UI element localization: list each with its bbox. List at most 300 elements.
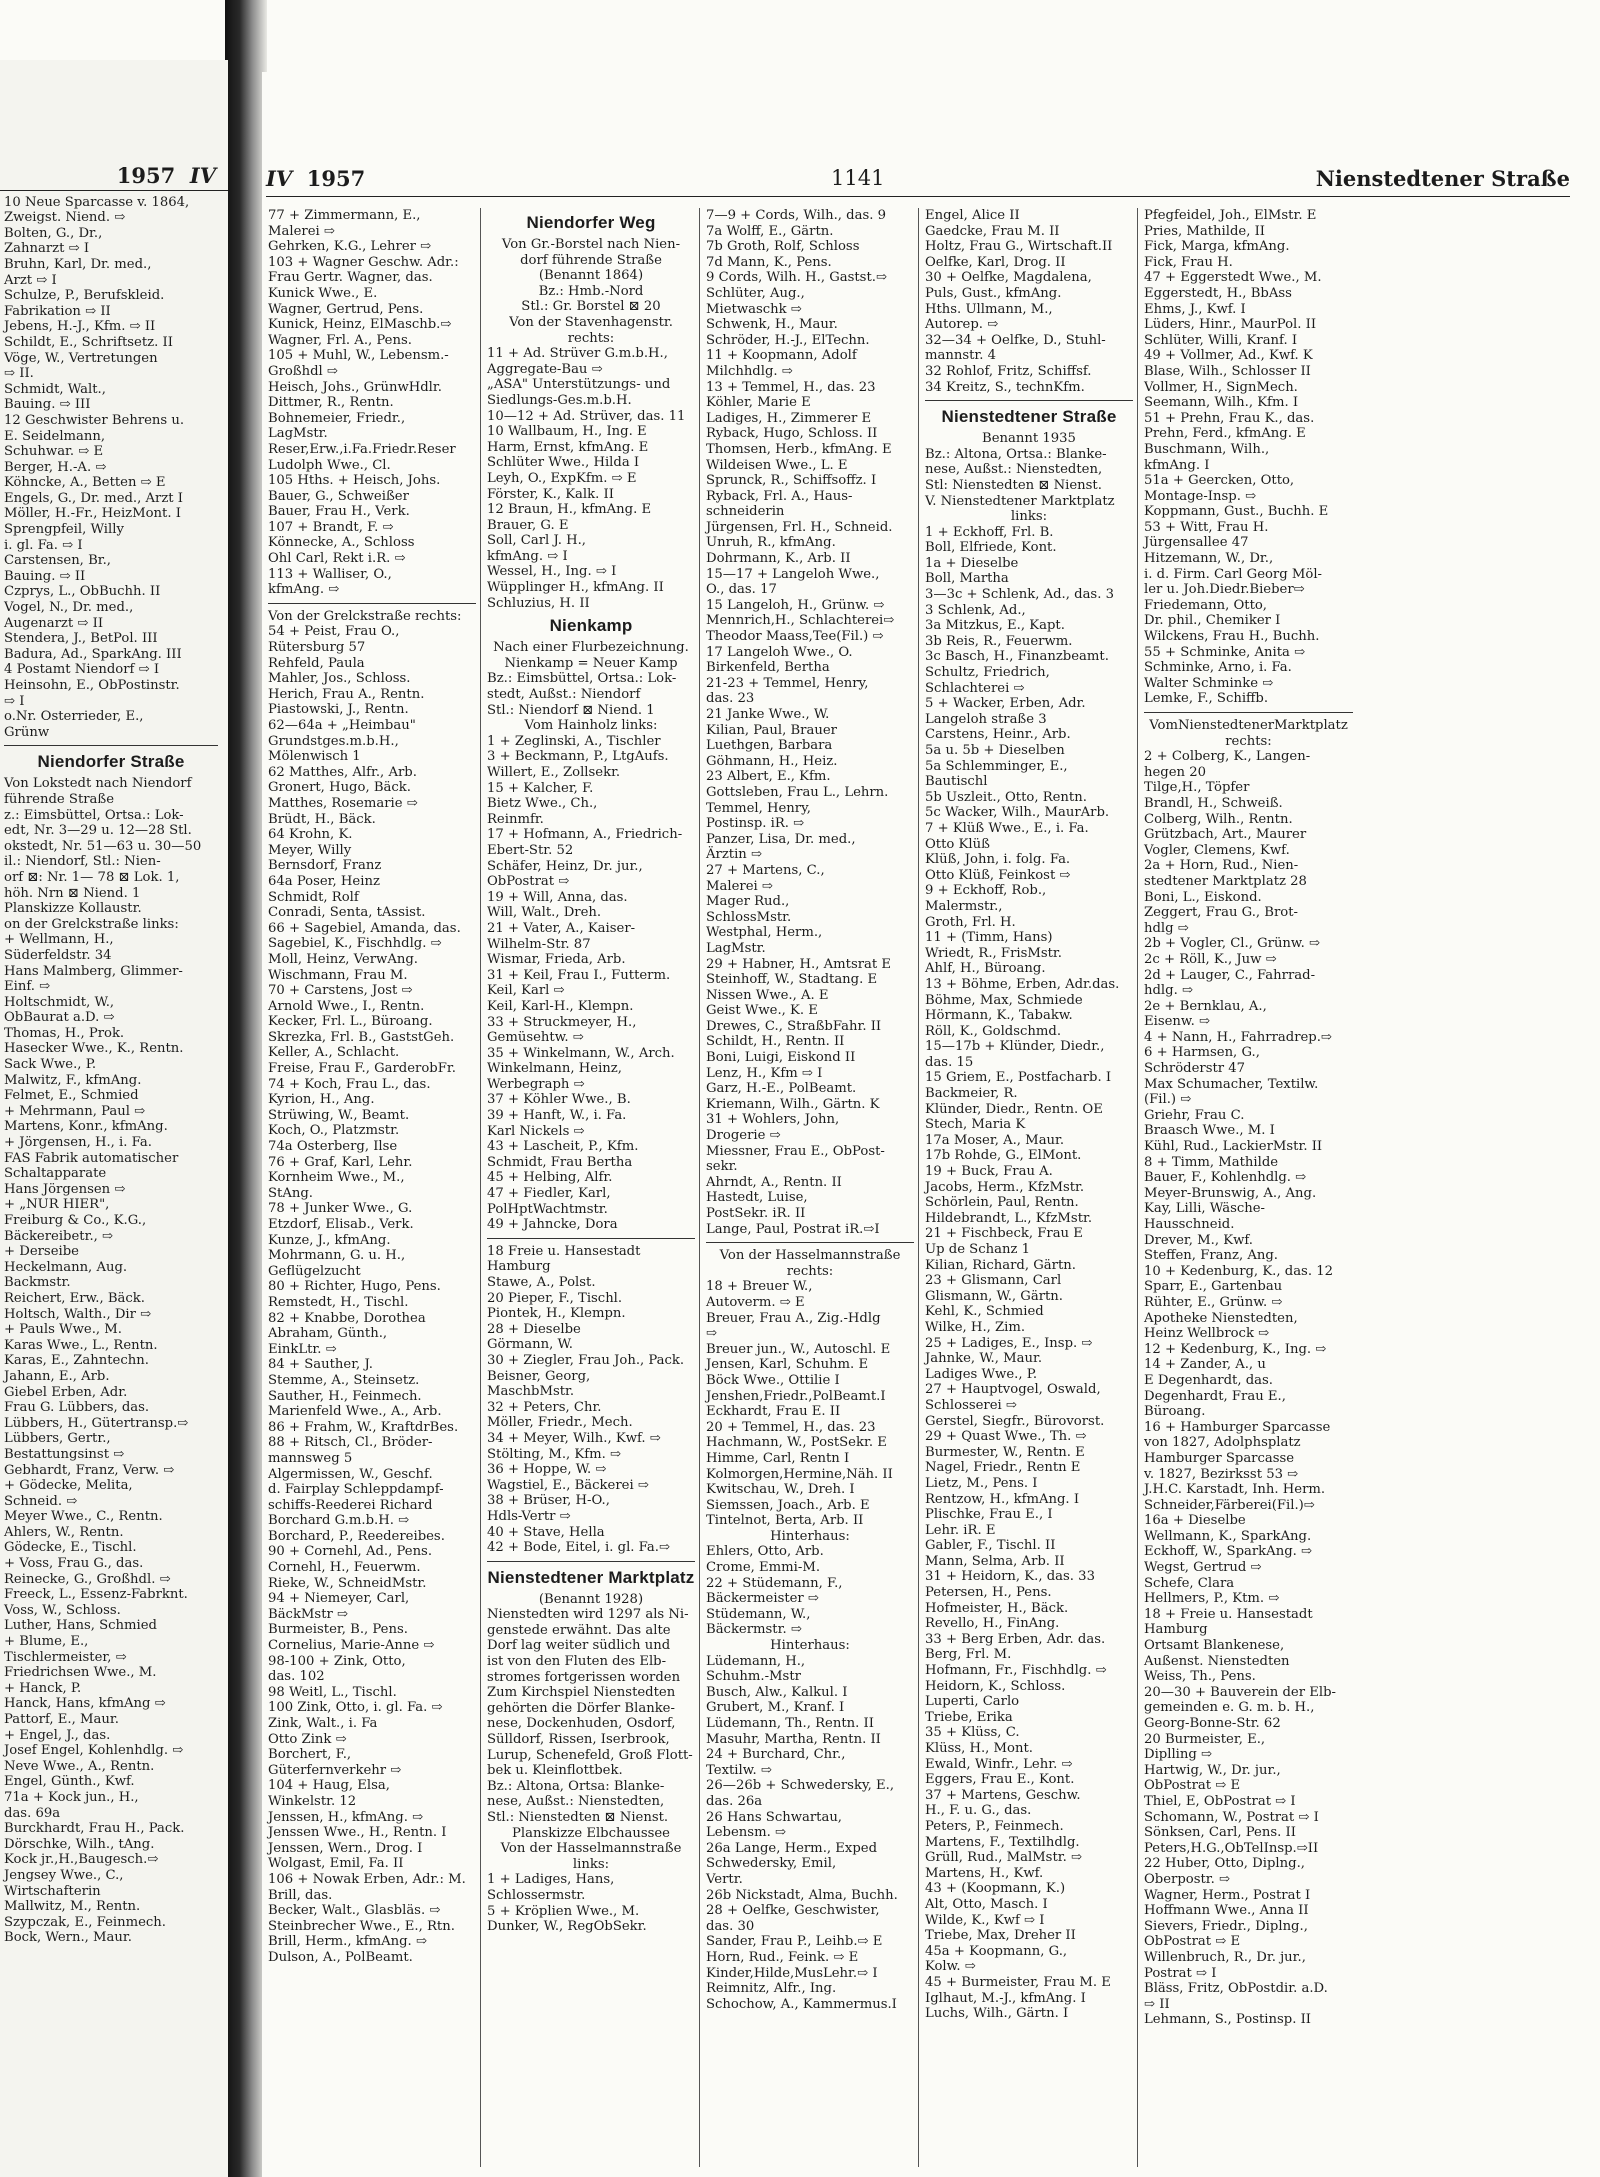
directory-entry: Gabler, F., Tischl. II: [925, 1538, 1056, 1554]
directory-entry: PostSekr. iR. II: [706, 1206, 806, 1221]
directory-entry: Fick, Frau H.: [1144, 254, 1233, 270]
directory-entry: das. 102: [268, 1669, 325, 1685]
directory-entry: 53 + Witt, Frau H.: [1144, 519, 1269, 535]
directory-entry: Klünder, Diedr., Rentn. OE: [925, 1101, 1103, 1117]
directory-entry: Carstens, Heinr., Arb.: [925, 727, 1071, 743]
directory-entry: höh. Nrn ⊠ Niend. 1: [4, 885, 141, 901]
directory-entry: Puls, Gust., kfmAng.: [925, 285, 1062, 301]
directory-entry: Kehl, K., Schmied: [925, 1304, 1044, 1320]
directory-entry: Schäfer, Heinz, Dr. jur.,: [487, 858, 643, 874]
directory-entry: Heisch, Johs., GrünwHdlr.: [268, 379, 442, 395]
directory-entry: Köhler, Marie E: [706, 395, 811, 411]
directory-entry: Iglhaut, M.-J., kfmAng. I: [925, 1990, 1086, 2006]
directory-entry: Steinbrecher Wwe., E., Rtn.: [268, 1918, 455, 1934]
directory-entry: Zeggert, Frau G., Brot-: [1144, 905, 1298, 921]
directory-entry: Theodor Maass,Tee(Fil.) ⇨: [706, 629, 884, 645]
directory-entry: Mager Rud.,: [706, 894, 790, 910]
left-page-header: [0, 60, 228, 191]
directory-entry: (Fil.) ⇨: [1144, 1092, 1192, 1108]
directory-entry: Bauer, Frau H., Verk.: [268, 504, 410, 520]
directory-entry: 76 + Graf, Karl, Lehr.: [268, 1154, 413, 1170]
directory-entry: Himme, Carl, Rentn I: [706, 1450, 850, 1466]
directory-entry: Walter Schminke ⇨: [1144, 675, 1274, 691]
directory-entry: Beisner, Georg,: [487, 1368, 591, 1384]
directory-entry: ObPostrat ⇨: [487, 874, 570, 890]
street-heading: Nienstedtener Straße: [941, 407, 1117, 427]
directory-entry: Stl.: Nienstedten ⊠ Nienst.: [487, 1810, 669, 1825]
directory-entry: Köhncke, A., Betten ⇨ E: [4, 475, 166, 491]
directory-entry: Jensen, Karl, Schuhm. E: [706, 1357, 869, 1373]
directory-entry: Hildebrandt, L., KfzMstr.: [925, 1210, 1093, 1226]
directory-entry: 12 Braun, H., kfmAng. E: [487, 502, 652, 518]
directory-entry: Becker, Walt., Glasbläs. ⇨: [268, 1903, 441, 1919]
directory-entry: Keil, Karl ⇨: [487, 983, 565, 999]
directory-entry: 32—34 + Oelfke, D., Stuhl-: [925, 332, 1106, 348]
directory-entry: Herich, Frau A., Rentn.: [268, 686, 425, 702]
directory-entry: Conradi, Senta, tAssist.: [268, 905, 426, 921]
directory-entry: Otto Zink ⇨: [268, 1731, 347, 1747]
left-page-column: [0, 195, 228, 1946]
directory-entry: Sauther, H., Feinmech.: [268, 1388, 422, 1404]
directory-entry: Klüss, H., Mont.: [925, 1741, 1033, 1756]
directory-entry: Holtsch, Walth., Dir ⇨: [4, 1306, 152, 1322]
directory-entry: 98 Weitl, L., Tischl.: [268, 1684, 397, 1700]
directory-entry: 54 + Peist, Frau O.,: [268, 624, 400, 640]
directory-entry: Kilian, Paul, Brauer: [706, 722, 837, 738]
directory-entry: Bernsdorf, Franz: [268, 858, 382, 874]
directory-entry: Vertr.: [706, 1871, 743, 1887]
directory-entry: Hofmann, Fr., Fischhdlg. ⇨: [925, 1663, 1107, 1679]
directory-entry: schiffs-Reederei Richard: [268, 1497, 433, 1513]
directory-entry: Schmidt, Rolf: [268, 889, 359, 905]
directory-entry: Kecker, Frl. L., Büroang.: [268, 1014, 433, 1030]
directory-entry: Brandl, H., Schweiß.: [1144, 795, 1283, 811]
directory-entry: Wüpplinger H., kfmAng. II: [487, 580, 664, 596]
street-note: links:: [1010, 509, 1048, 525]
directory-entry: Geist Wwe., K. E: [706, 1003, 818, 1019]
directory-entry: 27 + Hauptvogel, Oswald,: [925, 1382, 1101, 1398]
directory-entry: 20 Burmeister, E.,: [1144, 1731, 1266, 1747]
directory-entry: Postinsp. iR. ⇨: [706, 816, 805, 832]
directory-entry: mannstr. 4: [925, 348, 997, 364]
directory-entry: ⇨ I: [4, 693, 25, 709]
directory-entry: Grubert, M., Kranf. I: [706, 1700, 845, 1716]
directory-entry: v. 1827, Bezirksst 53 ⇨: [1144, 1466, 1299, 1482]
directory-entry: 7a Wolff, E., Gärtn.: [706, 223, 834, 239]
directory-entry: 35 + Klüss, C.: [925, 1725, 1020, 1741]
street-note: Hinterhaus:: [770, 1528, 850, 1544]
directory-entry: Lebensm. ⇨: [706, 1825, 787, 1841]
directory-entry: Sprengpfeil, Willy: [4, 522, 124, 538]
directory-entry: Göhmann, H., Heiz.: [706, 753, 838, 769]
directory-entry: Thomas, H., Prok.: [4, 1025, 125, 1041]
directory-entry: Engel, Günth., Kwf.: [4, 1774, 135, 1790]
directory-entry: 21 + Fischbeck, Frau E: [925, 1226, 1083, 1242]
directory-entry: Wagner, Gertrud, Pens.: [268, 301, 424, 317]
directory-entry: 74 + Koch, Frau L., das.: [268, 1076, 431, 1092]
directory-entry: Badura, Ad., SparkAng. III: [4, 646, 182, 662]
directory-entry: 2e + Bernklau, A.,: [1144, 998, 1267, 1014]
directory-entry: Stl: Nienstedten ⊠ Nienst.: [925, 477, 1102, 493]
directory-entry: 45 + Burmeister, Frau M. E: [925, 1974, 1111, 1990]
directory-entry: Schminke, Arno, i. Fa.: [1144, 660, 1292, 676]
directory-entry: Böck Wwe., Ottilie I: [706, 1372, 840, 1388]
directory-entry: Mennrich,H., Schlachterei⇨: [706, 613, 895, 629]
directory-entry: Kornheim Wwe., M.,: [268, 1170, 405, 1186]
directory-entry: + Pauls Wwe., M.: [4, 1322, 122, 1338]
directory-entry: Peters,H.G.,ObTelInsp.⇨II: [1144, 1840, 1319, 1856]
directory-entry: Kolmorgen,Hermine,Näh. II: [706, 1466, 893, 1482]
directory-entry: 5 + Wacker, Erben, Adr.: [925, 696, 1086, 712]
street-note: Nienkamp = Neuer Kamp: [504, 655, 678, 671]
directory-entry: 78 + Junker Wwe., G.: [268, 1201, 413, 1217]
directory-entry: Lange, Paul, Postrat iR.⇨I: [706, 1221, 880, 1237]
directory-entry: 4 Postamt Niendorf ⇨ I: [4, 662, 160, 678]
directory-entry: 106 + Nowak Erben, Adr.: M.: [268, 1871, 466, 1887]
directory-entry: Otto Klüß, Feinkost ⇨: [925, 867, 1071, 883]
directory-entry: Röll, K., Goldschmd.: [925, 1023, 1062, 1039]
directory-entry: 90 + Cornehl, Ad., Pens.: [268, 1544, 433, 1560]
directory-entry: 3 Schlenk, Ad.,: [925, 602, 1026, 618]
directory-entry: Freeck, L., Essenz-Fabrknt.: [4, 1587, 188, 1603]
directory-entry: 1a + Dieselbe: [925, 555, 1019, 571]
directory-entry: 103 + Wagner Geschw. Adr.:: [268, 254, 459, 270]
directory-entry: Kay, Lilli, Wäsche-: [1144, 1201, 1265, 1217]
header-part: IV: [266, 166, 293, 191]
directory-entry: 49 + Vollmer, Ad., Kwf. K: [1144, 348, 1313, 364]
book-gutter: [225, 0, 267, 2177]
directory-entry: 5b Uszleit., Otto, Rentn.: [925, 789, 1087, 805]
directory-entry: 104 + Haug, Elsa,: [268, 1778, 390, 1794]
directory-entry: StAng.: [268, 1185, 313, 1201]
directory-entry: 17a Moser, A., Maur.: [925, 1132, 1065, 1148]
directory-entry: ObBaurat a.D. ⇨: [4, 1010, 115, 1026]
directory-entry: Sagebiel, K., Fischhdlg. ⇨: [268, 936, 442, 952]
directory-entry: Lietz, M., Pens. I: [925, 1475, 1038, 1491]
directory-entry: 40 + Stave, Hella: [487, 1524, 605, 1540]
directory-entry: Revello, H., FinAng.: [925, 1616, 1060, 1632]
directory-entry: Postrat ⇨ I: [1144, 1965, 1217, 1981]
directory-entry: Kühl, Rud., LackierMstr. II: [1144, 1139, 1323, 1155]
directory-entry: Schörlein, Paul, Rentn.: [925, 1195, 1079, 1211]
directory-entry: 45 + Helbing, Alfr.: [487, 1170, 613, 1186]
directory-entry: Wilke, H., Zim.: [925, 1319, 1026, 1335]
directory-entry: Zahnarzt ⇨ I: [4, 241, 90, 257]
directory-entry: Eggerstedt, H., BbAss: [1144, 285, 1292, 301]
directory-entry: 27 + Martens, C.,: [706, 862, 825, 878]
directory-entry: kfmAng. ⇨ I: [487, 548, 568, 564]
directory-entry: Otto Klüß: [925, 836, 990, 852]
directory-entry: LagMstr.: [268, 426, 328, 442]
street-note: (Benannt 1864): [538, 268, 644, 284]
directory-entry: Bruhn, Karl, Dr. med.,: [4, 256, 152, 272]
directory-entry: + Blume, E.,: [4, 1634, 89, 1650]
directory-entry: Holtz, Frau G., Wirtschaft.II: [925, 239, 1113, 255]
directory-entry: Unruh, R., kfmAng.: [706, 535, 836, 551]
directory-entry: Josef Engel, Kohlenhdlg. ⇨: [4, 1743, 184, 1759]
directory-entry: Augenarzt ⇨ II: [4, 615, 104, 631]
directory-entry: Schluzius, H. II: [487, 595, 590, 611]
directory-entry: 19 + Buck, Frau A.: [925, 1164, 1053, 1180]
directory-entry: Berger, H.-A. ⇨: [4, 459, 107, 475]
directory-entry: 5a Schlemminger, E.,: [925, 758, 1068, 774]
directory-entry: Tintelnot, Berta, Arb. II: [706, 1513, 864, 1529]
directory-column-2: [481, 208, 700, 2167]
directory-entry: Buschmann, Wilh.,: [1144, 441, 1270, 457]
directory-entry: Hachmann, W., PostSekr. E: [706, 1435, 887, 1451]
directory-entry: Wildeisen Wwe., L. E: [706, 457, 848, 473]
directory-entry: Borchard, P., Reedereibes.: [268, 1528, 445, 1544]
directory-entry: Wessel, H., Ing. ⇨ I: [487, 564, 617, 580]
directory-entry: Pfegfeidel, Joh., ElMstr. E: [1144, 208, 1317, 223]
directory-entry: Seemann, Wilh., Kfm. I: [1144, 395, 1299, 411]
directory-entry: Freiburg & Co., K.G.,: [4, 1213, 147, 1228]
directory-entry: 43 + (Koopmann, K.): [925, 1881, 1066, 1897]
directory-entry: Hastedt, Luise,: [706, 1190, 808, 1206]
directory-entry: 98-100 + Zink, Otto,: [268, 1653, 406, 1669]
directory-entry: Reinecke, G., Großhdl. ⇨: [4, 1571, 171, 1587]
directory-entry: Dunker, W., RegObSekr.: [487, 1919, 647, 1935]
directory-entry: + Voss, Frau G., das.: [4, 1556, 144, 1572]
directory-entry: + Engel, J., das.: [4, 1727, 111, 1743]
directory-entry: ⇨ II: [1144, 1996, 1170, 2012]
directory-entry: SchlossMstr.: [706, 909, 792, 925]
directory-entry: + Gödecke, Melita,: [4, 1478, 133, 1494]
directory-entry: Lenz, H., Kfm ⇨ I: [706, 1065, 823, 1081]
directory-entry: „ASA" Unterstützungs- und: [487, 377, 671, 393]
directory-entry: Bläss, Fritz, ObPostdir. a.D.: [1144, 1981, 1328, 1997]
directory-entry: Engels, G., Dr. med., Arzt I: [4, 490, 183, 506]
directory-entry: Sievers, Friedr., Diplng.,: [1144, 1918, 1308, 1934]
directory-entry: Stölting, M., Kfm. ⇨: [487, 1446, 622, 1462]
directory-entry: Luperti, Carlo: [925, 1694, 1020, 1710]
directory-entry: Görmann, W.: [487, 1337, 573, 1353]
directory-entry: EinkLtr. ⇨: [268, 1341, 337, 1357]
directory-entry: Bäckermeister ⇨: [706, 1591, 819, 1607]
directory-entry: Sülldorf, Rissen, Iserbrook,: [487, 1732, 670, 1748]
directory-entry: Horn, Rud., Feink. ⇨ E: [706, 1949, 859, 1965]
directory-entry: nese, Außst.: Nienstedten,: [925, 462, 1103, 478]
directory-entry: Martens, Konr., kfmAng.: [4, 1119, 168, 1135]
directory-entry: Bautischl: [925, 774, 988, 790]
directory-entry: 26 Hans Schwartau,: [706, 1809, 843, 1825]
directory-entry: 2c + Röll, K., Juw ⇨: [1144, 951, 1277, 967]
street-note: VomNienstedtenerMarktplatz: [1149, 718, 1348, 733]
directory-entry: Luethgen, Barbara: [706, 738, 833, 754]
directory-entry: hdlg ⇨: [1144, 920, 1189, 936]
directory-entry: Birkenfeld, Bertha: [706, 660, 830, 676]
directory-entry: Thomsen, Herb., kfmAng. E: [706, 441, 892, 457]
directory-entry: Winkelstr. 12: [268, 1793, 357, 1809]
directory-entry: Siemssen, Joach., Arb. E: [706, 1497, 870, 1513]
directory-entry: Jürgensen, Frl. H., Schneid.: [706, 519, 893, 535]
directory-entry: Schmidt, Walt.,: [4, 381, 106, 397]
directory-entry: Planskizze Kollaustr.: [4, 901, 142, 917]
directory-entry: Neve Wwe., A., Rentn.: [4, 1758, 155, 1774]
directory-entry: Eckhoff, W., SparkAng. ⇨: [1144, 1544, 1313, 1560]
directory-entry: Oelfke, Karl, Drog. II: [925, 254, 1066, 270]
directory-entry: Kwitschau, W., Dreh. I: [706, 1482, 855, 1498]
directory-entry: stedt, Außst.: Niendorf: [487, 687, 641, 703]
directory-entry: okstedt, Nr. 51—63 u. 30—50: [4, 838, 202, 854]
directory-entry: Bestattungsinst ⇨: [4, 1446, 125, 1462]
directory-entry: Sparr, E., Gartenbau: [1144, 1279, 1283, 1295]
directory-entry: Strüwing, W., Beamt.: [268, 1107, 410, 1123]
directory-entry: Hörmann, K., Tabakw.: [925, 1008, 1073, 1024]
directory-entry: Schmidt, Frau Bertha: [487, 1154, 633, 1170]
directory-column-4: [919, 208, 1138, 2167]
directory-entry: Schlosserei ⇨: [925, 1397, 1017, 1413]
directory-entry: stromes fortgerissen worden: [487, 1669, 681, 1685]
street-note: Planskizze Elbchaussee: [512, 1825, 670, 1841]
directory-entry: Dorf lag weiter südlich und: [487, 1638, 671, 1654]
directory-entry: 3—3c + Schlenk, Ad., das. 3: [925, 587, 1114, 603]
directory-entry: 82 + Knabbe, Dorothea: [268, 1310, 426, 1326]
directory-entry: Vollmer, H., SignMech.: [1144, 379, 1298, 395]
directory-entry: Schildt, H., Rentn. II: [706, 1034, 845, 1050]
directory-entry: Schlüter, Aug.,: [706, 285, 805, 301]
directory-entry: Schulze, P., Berufskleid.: [4, 288, 165, 304]
directory-entry: Eggers, Frau E., Kont.: [925, 1772, 1075, 1788]
directory-entry: Nienstedten wird 1297 als Ni-: [487, 1607, 689, 1623]
directory-entry: Plischke, Frau E., I: [925, 1507, 1053, 1523]
directory-entry: 86 + Frahm, W., KraftdrBes.: [268, 1419, 459, 1435]
directory-entry: Tischlermeister, ⇨: [4, 1649, 127, 1665]
directory-entry: Temmel, Henry,: [706, 800, 811, 816]
left-page: [0, 60, 228, 2177]
directory-entry: Karas, E., Zahntechn.: [4, 1353, 149, 1369]
right-page: [262, 72, 1580, 2177]
directory-entry: Gottsleben, Frau L., Lehrn.: [706, 784, 889, 800]
directory-entry: Tilge,H., Töpfer: [1144, 780, 1250, 796]
directory-entry: 18 + Breuer W.,: [706, 1279, 813, 1295]
directory-entry: Kolw. ⇨: [925, 1959, 976, 1975]
directory-entry: 23 + Glismann, Carl: [925, 1273, 1062, 1289]
directory-entry: Drever, M., Kwf.: [1144, 1232, 1253, 1248]
street-note: Bz.: Hmb.-Nord: [538, 283, 644, 299]
directory-entry: Backmstr.: [4, 1275, 71, 1291]
directory-entry: 84 + Sauther, J.: [268, 1357, 373, 1373]
directory-entry: Schildt, E., Schriftsetz. II: [4, 334, 173, 350]
directory-entry: Grützbach, Art., Maurer: [1144, 827, 1307, 843]
directory-entry: 37 + Martens, Geschw.: [925, 1787, 1081, 1803]
directory-entry: Schaltapparate: [4, 1166, 107, 1182]
directory-entry: Pries, Mathilde, II: [1144, 223, 1265, 239]
directory-entry: Schwenk, H., Maur.: [706, 317, 838, 333]
directory-entry: 64 Krohn, K.: [268, 827, 353, 843]
directory-entry: Reichert, Erw., Bäck.: [4, 1290, 145, 1306]
directory-entry: Keller, A., Schlacht.: [268, 1045, 400, 1061]
right-page-header: [266, 166, 1570, 197]
directory-entry: Wismar, Frieda, Arb.: [487, 952, 626, 968]
directory-entry: + Derseibe: [4, 1244, 79, 1260]
directory-entry: edt, Nr. 3—29 u. 12—28 Stl.: [4, 823, 192, 839]
directory-entry: Wagner, Herm., Postrat I: [1144, 1887, 1311, 1903]
directory-entry: 31 + Keil, Frau I., Futterm.: [487, 967, 671, 983]
directory-entry: Hausschneid.: [1144, 1217, 1235, 1232]
directory-entry: Bauing. ⇨ II: [4, 568, 86, 584]
directory-entry: i. gl. Fa. ⇨ I: [4, 537, 83, 553]
directory-entry: Wilhelm-Str. 87: [487, 936, 591, 952]
directory-entry: Oberpostr. ⇨: [1144, 1871, 1231, 1887]
directory-entry: 2a + Horn, Rud., Nien-: [1144, 858, 1299, 874]
directory-entry: Grundstges.m.b.H.,: [268, 733, 399, 749]
directory-entry: Burmester, W., Rentn. E: [925, 1444, 1085, 1460]
directory-entry: Bäckermstr. ⇨: [706, 1622, 802, 1638]
directory-entry: ler u. Joh.Diedr.Bieber⇨: [1144, 582, 1305, 598]
directory-entry: 35 + Winkelmann, W., Arch.: [487, 1045, 675, 1061]
directory-entry: + Jörgensen, H., i. Fa.: [4, 1135, 152, 1151]
directory-entry: 3b Reis, R., Feuerwm.: [925, 633, 1073, 649]
directory-entry: Bäckereibetr., ⇨: [4, 1228, 114, 1244]
directory-entry: Hoffmann Wwe., Anna II: [1144, 1903, 1309, 1919]
directory-entry: PolHptWachtmstr.: [487, 1201, 608, 1217]
directory-entry: Stech, Maria K: [925, 1117, 1026, 1133]
directory-entry: 55 + Schminke, Anita ⇨: [1144, 644, 1306, 660]
directory-entry: V. Nienstedtener Marktplatz: [925, 493, 1115, 509]
directory-entry: Kinder,Hilde,MusLehr.⇨ I: [706, 1965, 878, 1981]
directory-entry: Soll, Carl J. H.,: [487, 533, 586, 549]
directory-entry: Bock, Wern., Maur.: [4, 1930, 132, 1946]
directory-entry: Panzer, Lisa, Dr. med.,: [706, 831, 856, 847]
directory-entry: 74a Osterberg, Ilse: [268, 1139, 398, 1155]
directory-entry: Gehrken, K.G., Lehrer ⇨: [268, 239, 432, 255]
section-divider: [487, 1561, 695, 1562]
directory-entry: Schuhwar. ⇨ E: [4, 444, 104, 460]
directory-entry: Wilckens, Frau H., Buchh.: [1144, 629, 1320, 645]
directory-entry: 3 + Beckmann, P., LtgAufs.: [487, 749, 669, 765]
directory-entry: Böhme, Max, Schmiede: [925, 992, 1083, 1008]
directory-entry: Schefe, Clara: [1144, 1575, 1235, 1591]
directory-entry: Prehn, Ferd., kfmAng. E: [1144, 426, 1306, 442]
directory-entry: 7b Groth, Rolf, Schloss: [706, 239, 860, 255]
directory-entry: Mietwaschk ⇨: [706, 301, 802, 317]
directory-entry: 17 + Hofmann, A., Friedrich-: [487, 827, 683, 843]
directory-entry: Brill, Herm., kfmAng. ⇨: [268, 1934, 427, 1950]
directory-entry: Sönksen, Carl, Pens. II: [1144, 1825, 1296, 1841]
directory-entry: Groth, Frl. H.: [925, 914, 1016, 930]
directory-entry: Ärztin ⇨: [706, 847, 763, 863]
directory-entry: Lüdemann, Th., Rentn. II: [706, 1716, 874, 1731]
directory-entry: Rehfeld, Paula: [268, 655, 365, 671]
directory-entry: 1 + Zeglinski, A., Tischler: [487, 733, 661, 749]
directory-entry: Wagner, Frl. A., Pens.: [268, 332, 412, 348]
directory-entry: Wellmann, K., SparkAng.: [1144, 1528, 1312, 1544]
street-note: Nach einer Flurbezeichnung.: [493, 640, 689, 656]
directory-entry: 18 + Freie u. Hansestadt: [1144, 1606, 1313, 1622]
directory-entry: Wirtschafterin: [4, 1883, 101, 1899]
directory-entry: 51a + Geercken, Otto,: [1144, 473, 1295, 489]
directory-entry: Hitzemann, W., Dr.,: [1144, 551, 1274, 567]
directory-entry: Etzdorf, Elisab., Verk.: [268, 1217, 414, 1232]
directory-entry: Meyer-Brunswig, A., Ang.: [1144, 1185, 1317, 1201]
directory-entry: Lüdemann, H.,: [706, 1653, 806, 1669]
directory-entry: Gödecke, E., Tischl.: [4, 1540, 137, 1556]
directory-entry: 15—17 + Langeloh Wwe.,: [706, 566, 880, 582]
directory-entry: Borchert, F.,: [268, 1747, 352, 1763]
directory-entry: Aggregate-Bau ⇨: [487, 361, 603, 377]
directory-entry: 105 + Muhl, W., Lebensm.-: [268, 348, 449, 364]
section-divider: [4, 745, 218, 746]
street-note: Von der Stavenhagenstr.: [509, 314, 673, 330]
directory-entry: Ehms, J., Kwf. I: [1144, 301, 1246, 317]
directory-entry: Dohrmann, K., Arb. II: [706, 551, 851, 567]
directory-entry: Reinmfr.: [487, 811, 544, 827]
directory-entry: Dittmer, R., Rentn.: [268, 395, 394, 411]
directory-entry: LagMstr.: [706, 940, 766, 956]
directory-entry: das. 15: [925, 1054, 974, 1070]
directory-entry: Diplling ⇨: [1144, 1747, 1213, 1763]
